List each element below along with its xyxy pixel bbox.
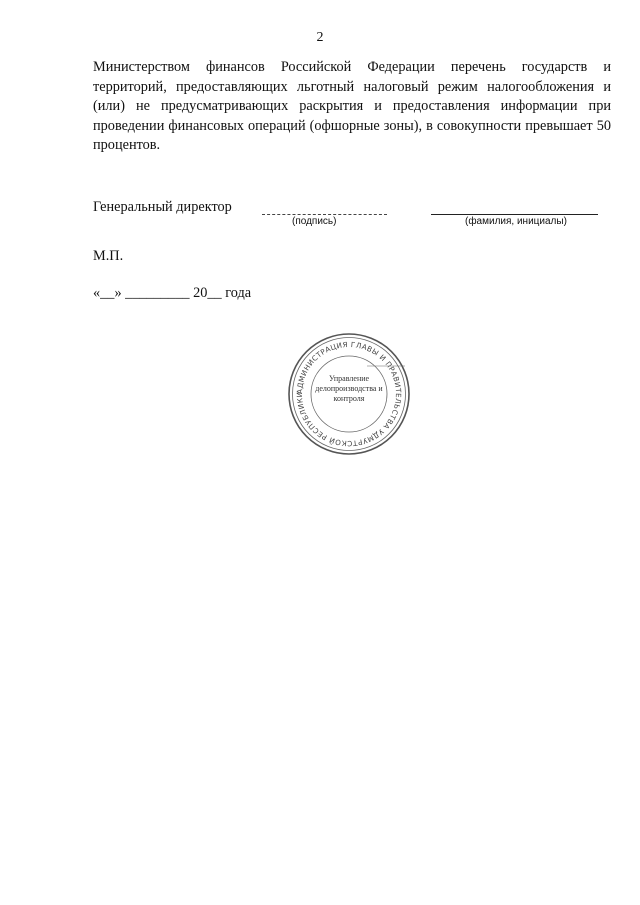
signature-line bbox=[262, 214, 387, 215]
date-line: «__» _________ 20__ года bbox=[93, 285, 252, 301]
seal-center-text: Управление делопроизводства и контроля bbox=[315, 374, 383, 403]
stamp-place-label: М.П. bbox=[93, 248, 124, 264]
signature-caption: (подпись) bbox=[292, 216, 337, 227]
signatory-title: Генеральный директор bbox=[93, 199, 232, 215]
page-number: 2 bbox=[316, 30, 324, 45]
name-caption: (фамилия, инициалы) bbox=[465, 216, 567, 227]
name-line bbox=[431, 214, 598, 215]
official-seal bbox=[285, 330, 413, 458]
seal-outer-text: АДМИНИСТРАЦИЯ ГЛАВЫ И ПРАВИТЕЛЬСТВА УДМУРТСКОЙ РЕСПУБЛИКИ bbox=[294, 339, 404, 449]
body-paragraph: Министерством финансов Российской Федерации перечень государств и территорий, предоставляющих льготный налоговый режим налогообложения и (или) не предусматривающих раскрытия и предоставления информации при проведении финансовых операций (офшорные зоны), в совокупности превышает 50 процентов. bbox=[93, 59, 611, 153]
